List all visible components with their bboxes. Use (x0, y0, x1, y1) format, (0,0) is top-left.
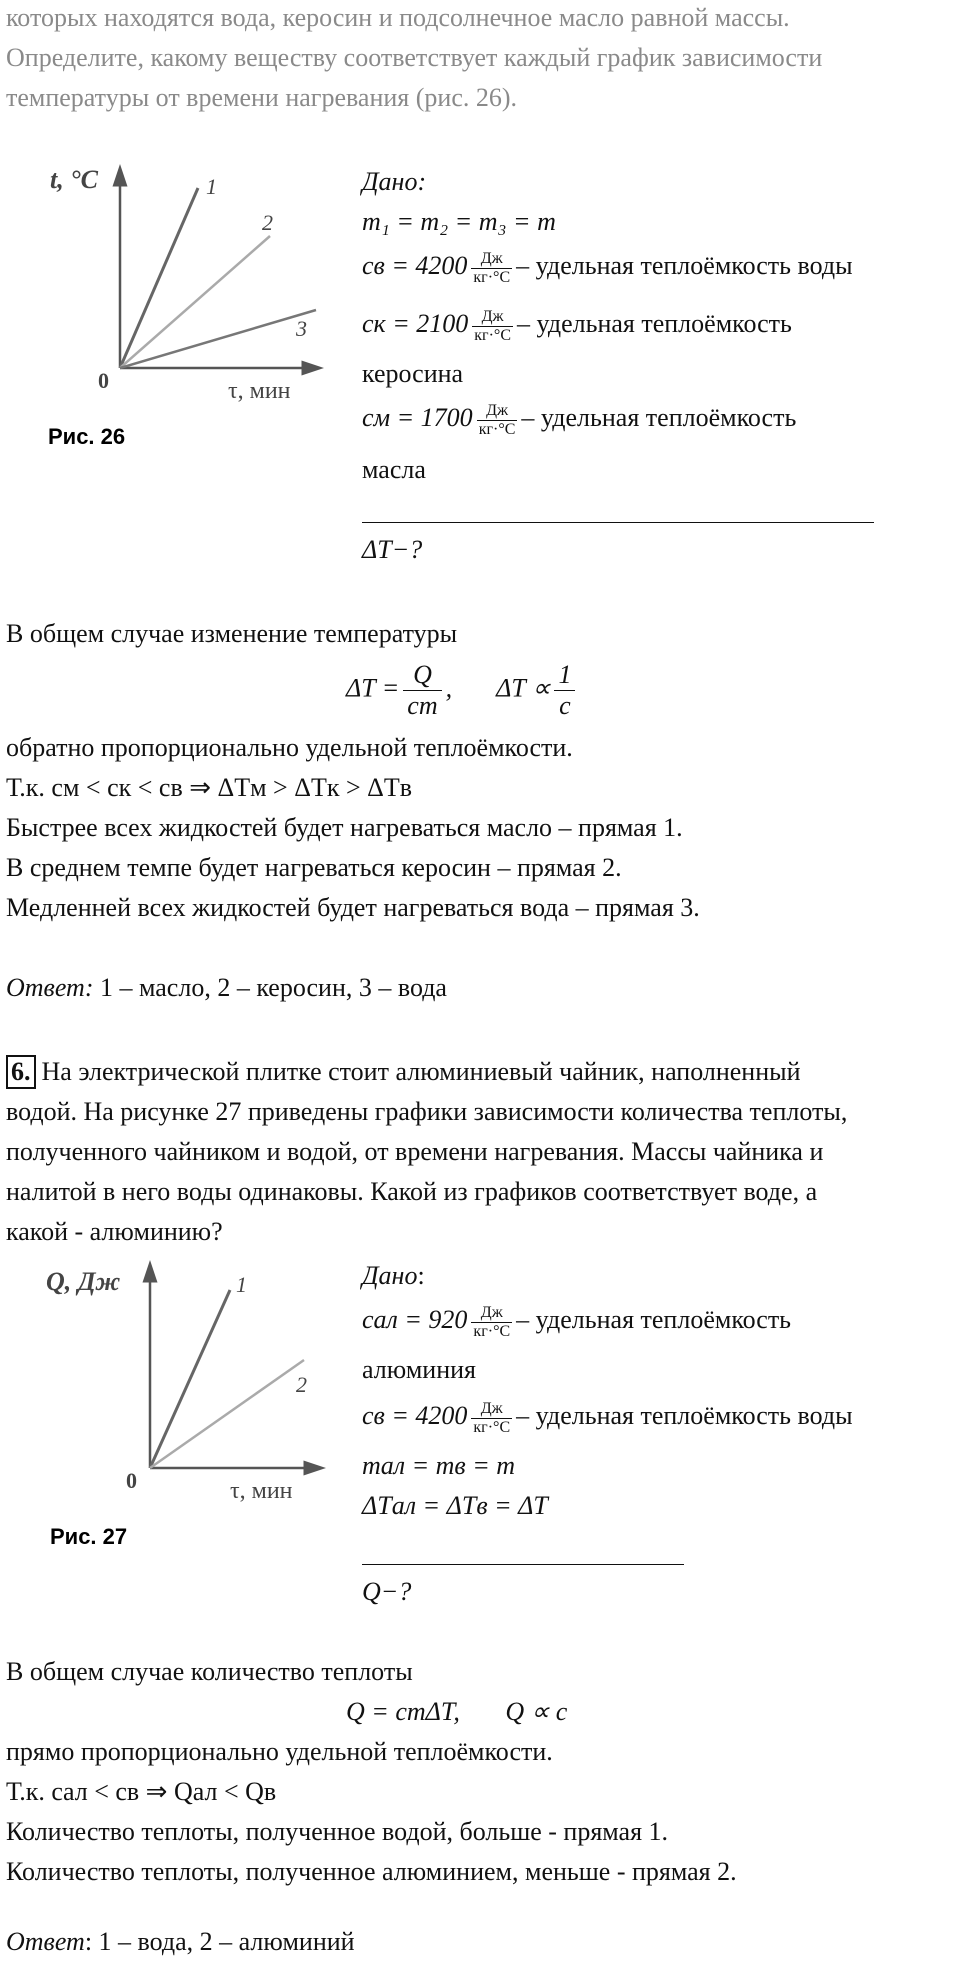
y-axis-label: Q, Дж (46, 1267, 121, 1296)
line-label-2: 2 (296, 1372, 307, 1397)
graph-line-1 (120, 188, 198, 368)
mass-equation-2: mал = mв = m (362, 1451, 516, 1480)
task-6-line-4: налитой в него воды одинаковы. Какой из графиков соответствует воде, а (6, 1177, 818, 1206)
cv-value: cв = 4200 (362, 1401, 468, 1430)
ck-description: – удельная теплоёмкость (516, 309, 792, 338)
solution-2-line-4: Количество теплоты, полученное водой, больше - прямая 1. (6, 1817, 669, 1846)
given-heading: Дано: (362, 167, 427, 196)
task-6-line-3: полученного чайником и водой, от времени нагревания. Массы чайника и (6, 1137, 824, 1166)
given-cv (362, 246, 853, 287)
line-label-3: 3 (296, 316, 307, 341)
figure-caption: Рис. 26 (48, 424, 126, 449)
solution-line-6: Медленней всех жидкостей будет нагреваться вода – прямая 3. (6, 893, 700, 922)
intro-line-2: Определите, какому веществу соответствует каждый график зависимости (6, 43, 823, 72)
cal-continuation: алюминия (362, 1355, 476, 1384)
figure-caption: Рис. 27 (50, 1524, 128, 1549)
task-number: 6. (6, 1055, 36, 1089)
answer-label: Ответ (6, 1927, 85, 1956)
figure-26 (30, 158, 330, 458)
cv-description: – удельная теплоёмкость воды (516, 251, 853, 280)
answer-2 (6, 1922, 355, 1962)
intro-line-1: которых находятся вода, керосин и подсолнечное масло равной массы. (6, 3, 790, 32)
given-cal (362, 1300, 791, 1341)
solution-2-line-2: прямо пропорционально удельной теплоёмкости. (6, 1737, 553, 1766)
ck-value: cк = 2100 (362, 309, 469, 338)
solution-2-line-5: Количество теплоты, полученное алюминием, меньше - прямая 2. (6, 1857, 737, 1886)
answer-label: Ответ: (6, 973, 94, 1002)
find-quantity-2: Q−? (362, 1577, 412, 1606)
cm-description: – удельная теплоёмкость (521, 403, 797, 432)
solution-line-4: Быстрее всех жидкостей будет нагреваться масло – прямая 1. (6, 813, 683, 842)
unit-fraction: $\frac{Дж}{кг\cdot^\circ С}$ (473, 249, 511, 286)
given-cm (362, 398, 796, 439)
task-6-line-1: 6. На электрической плитке стоит алюминиевый чайник, наполненный (6, 1052, 801, 1092)
task-6-line-5: какой - алюминию? (6, 1217, 223, 1246)
cv-description: – удельная теплоёмкость воды (516, 1401, 853, 1430)
figure-27 (30, 1256, 330, 1556)
solution-line-1: В общем случае изменение температуры (6, 619, 458, 648)
y-axis-label: t, °C (50, 165, 98, 194)
origin-label: 0 (126, 1468, 137, 1493)
solution-line-5: В среднем темпе будет нагреваться керосин – прямая 2. (6, 853, 622, 882)
solution-2-line-3: Т.к. cал < cв ⇒ Qал < Qв (6, 1777, 277, 1806)
cal-value: cал = 920 (362, 1305, 468, 1334)
answer-text: 1 – масло, 2 – керосин, 3 – вода (93, 973, 447, 1002)
cm-value: cм = 1700 (362, 403, 473, 432)
given-cv-2 (362, 1396, 853, 1437)
graph-line-2 (120, 236, 270, 368)
answer-text: : 1 – вода, 2 – алюминий (84, 1927, 355, 1956)
answer-1 (6, 968, 447, 1008)
cm-continuation: масла (362, 455, 426, 484)
cal-description: – удельная теплоёмкость (516, 1305, 792, 1334)
cv-value: cв = 4200 (362, 251, 468, 280)
solution-line-2: обратно пропорционально удельной теплоёмкости. (6, 733, 573, 762)
given-2-divider (362, 1564, 684, 1565)
unit-fraction: $\frac{Дж}{кг\cdot^\circ С}$ (473, 1399, 511, 1436)
line-label-1: 1 (206, 174, 217, 199)
line-label-2: 2 (262, 210, 273, 235)
unit-fraction: $\frac{Дж}{кг\cdot^\circ С}$ (473, 1303, 511, 1340)
given-ck (362, 304, 792, 345)
given-2-heading: Дано: (362, 1261, 425, 1290)
solution-2-line-1: В общем случае количество теплоты (6, 1657, 413, 1686)
x-axis-label: τ, мин (228, 378, 291, 404)
formula-2: Q = cmΔT, Q ∝ c (346, 1697, 568, 1726)
ck-continuation: керосина (362, 359, 464, 388)
formula-1: ΔT = $\frac{Q}{cm}$ , ΔT ∝ $\frac{1}{c}$ (346, 660, 579, 721)
x-axis-label: τ, мин (230, 1478, 293, 1504)
temp-equation: ΔTал = ΔTв = ΔT (362, 1491, 548, 1520)
origin-label: 0 (98, 368, 109, 393)
graph-line-3 (120, 310, 316, 368)
solution-line-3: Т.к. cм < cк < cв ⇒ ΔTм > ΔTк > ΔTв (6, 773, 412, 802)
task-6-line-2: водой. На рисунке 27 приведены графики зависимости количества теплоты, (6, 1097, 848, 1126)
unit-fraction: $\frac{Дж}{кг\cdot^\circ С}$ (474, 307, 511, 344)
find-quantity: ΔT−? (362, 535, 423, 564)
intro-line-3: температуры от времени нагревания (рис. 26). (6, 83, 518, 112)
mass-equation: m₁ = m₂ = m₃ = m (362, 207, 556, 236)
line-label-1: 1 (236, 1272, 247, 1297)
given-divider (362, 522, 874, 523)
unit-fraction: $\frac{Дж}{кг\cdot^\circ С}$ (478, 401, 516, 438)
